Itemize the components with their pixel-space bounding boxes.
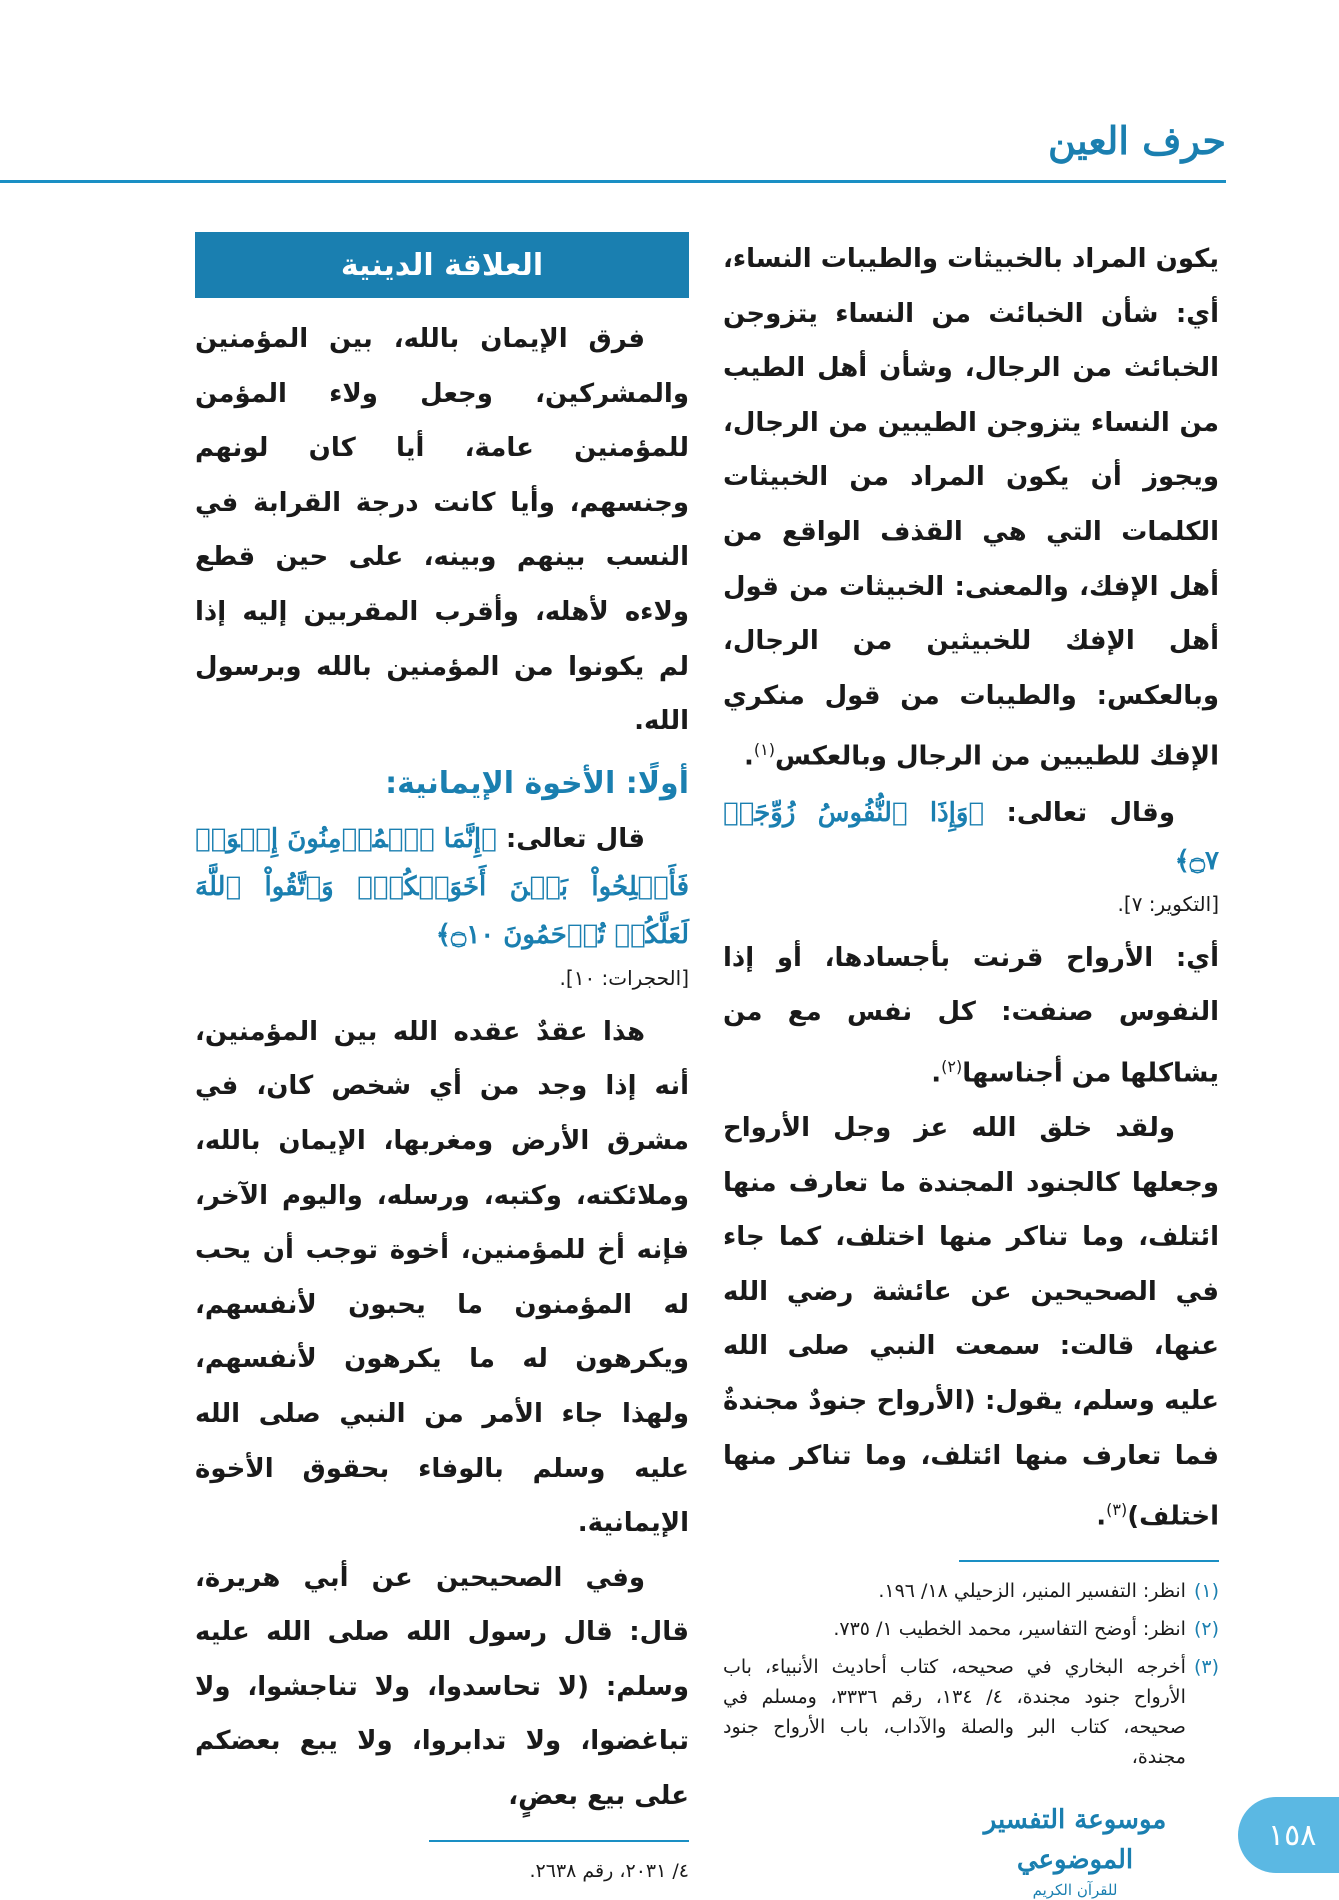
footnote — [723, 1614, 1219, 1644]
section-title-box — [195, 232, 689, 298]
verse-reference: [التكوير: ٧]. — [1117, 891, 1219, 916]
quran-verse-line — [195, 815, 689, 959]
encyclopedia-logo — [930, 1800, 1220, 1899]
verse-reference: [الحجرات: ١٠]. — [559, 965, 689, 990]
footnote-divider — [959, 1560, 1219, 1562]
paragraph-text: ولقد خلق الله عز وجل الأرواح وجعلها كالجنود المجندة ما تعارف منها ائتلف، وما تناكر منها اختلف، كما جاء في الصحيحين عن عائشة رضي الله عنها، قالت: سمعت النبي صلى الله عليه وسلم، يقول: (الأرواح جنودٌ مجندةٌ فما تعارف منها ائتلف، وما تناكر منها اختلف) — [723, 1113, 1219, 1532]
footnote-text: ٤/ ٢٠٣١، رقم ٢٦٣٨. — [529, 1859, 689, 1882]
logo-title: موسوعة التفسير الموضوعي — [983, 1805, 1167, 1875]
logo-subtitle: للقرآن الكريم — [1032, 1881, 1118, 1899]
header-divider — [0, 180, 1226, 183]
paragraph: ولقد خلق الله عز وجل الأرواح وجعلها كالجنود المجندة ما تعارف منها ائتلف، وما تناكر منها اختلف، كما جاء في الصحيحين عن عائشة رضي الله عنها، قالت: سمعت النبي صلى الله عليه وسلم، يقول: (الأرواح جنودٌ مجندةٌ فما تعارف منها ائتلف، وما تناكر منها اختلف)$^{(٣)}$. — [723, 1113, 1219, 1532]
footnote-continuation — [195, 1856, 689, 1886]
paragraph: وفي الصحيحين عن أبي هريرة، قال: قال رسول الله صلى الله عليه وسلم: (لا تحاسدوا، ولا تناجشوا، ولا تباغضوا، ولا تدابروا، ولا يبع بعضكم على بيع بعضٍ، — [195, 1562, 689, 1812]
section-title: العلاقة الدينية — [340, 247, 544, 283]
footnote-ref[interactable]: (٢) — [941, 1056, 963, 1076]
paragraph: هذا عقدٌ عقده الله بين المؤمنين، أنه إذا وجد من أي شخص كان، في مشرق الأرض ومغربها، الإيمان بالله، وملائكته، وكتبه، ورسله، واليوم الآخر، فإنه أخ للمؤمنين، أخوة توجب أن يحب له المؤمنون ما يحبون لأنفسهم، ويكرهون له ما يكرهون لأنفسهم، ولهذا جاء الأمر من النبي صلى الله عليه وسلم بالوفاء بحقوق الأخوة الإيمانية. — [195, 1016, 689, 1539]
footnote-ref[interactable]: (١) — [753, 740, 775, 760]
quran-verse: ﴿وَإِذَا ٱلنُّفُوسُ زُوِّجَتۡ ۝٧﴾ — [723, 797, 1219, 876]
quran-verse: ﴿إِنَّمَا ٱلۡمُؤۡمِنُونَ إِخۡوَةٞ فَأَصۡلِحُواْ بَيۡنَ أَخَوَيۡكُمۡۚ وَٱتَّقُواْ ٱللَّهَ لَعَلَّكُمۡ تُرۡحَمُونَ ۝١٠﴾ — [195, 823, 689, 950]
paragraph: فرق الإيمان بالله، بين المؤمنين والمشركين، وجعل ولاء المؤمن للمؤمنين عامة، أيا كان لونهم وجنسهم، وأيا كانت درجة القرابة في النسب بينهم وبينه، على حين قطع ولاءه لأهله، وأقرب المقربين إليه إذا لم يكونوا من المؤمنين بالله وبرسول الله. — [195, 324, 689, 737]
right-column — [723, 232, 1219, 1780]
paragraph-text: أي: الأرواح قرنت بأجسادها، أو إذا النفوس صنفت: كل نفس مع من يشاكلها من أجناسها — [723, 942, 1219, 1089]
chapter-title: حرف العين — [1048, 118, 1226, 163]
footnote — [723, 1652, 1219, 1772]
footnote-text: انظر: أوضح التفاسير، محمد الخطيب ١/ ٧٣٥. — [833, 1618, 1186, 1641]
footnote — [723, 1576, 1219, 1606]
verse-intro: وقال تعالى: — [1006, 797, 1175, 828]
footnote-divider — [429, 1840, 689, 1842]
quran-verse-line — [723, 789, 1219, 885]
footnote-number: (٢) — [1193, 1618, 1219, 1641]
subheading: أولًا: الأخوة الإيمانية: — [385, 765, 689, 801]
footnote-ref[interactable]: (٣) — [1106, 1500, 1128, 1520]
page-number-badge — [1238, 1797, 1339, 1873]
paragraph: يكون المراد بالخبيثات والطيبات النساء، أي: شأن الخبائث من النساء يتزوجن الخبائث من الرجال، وشأن أهل الطيب من النساء يتزوجن الطيبين من الرجال، ويجوز أن يكون المراد من الخبيثات الكلمات التي هي القذف الواقع من أهل الإفك، والمعنى: الخبيثات من قول أهل الإفك للخبيثين من الرجال، وبالعكس: والطيبات من قول منكري الإفك للطيبين من الرجال وبالعكس$^{(١)}$. — [723, 244, 1219, 772]
footnote-number: (١) — [1193, 1580, 1219, 1603]
footnote-text: أخرجه البخاري في صحيحه، كتاب أحاديث الأنبياء، باب الأرواح جنود مجندة، ٤/ ١٣٤، رقم ٣٣٣٦، ومسلم في صحيحه، كتاب البر والصلة والآداب، باب الأرواح جنود مجندة، — [723, 1656, 1186, 1769]
paragraph: أي: الأرواح قرنت بأجسادها، أو إذا النفوس صنفت: كل نفس مع من يشاكلها من أجناسها$^{(٢)}$. — [723, 942, 1219, 1089]
page-number: ١٥٨ — [1268, 1817, 1317, 1853]
left-column — [195, 232, 689, 1894]
footnote-text: انظر: التفسير المنير، الزحيلي ١٨/ ١٩٦. — [878, 1580, 1186, 1603]
paragraph-text: يكون المراد بالخبيثات والطيبات النساء، أي: شأن الخبائث من النساء يتزوجن الخبائث من الرجال، وشأن أهل الطيب من النساء يتزوجن الطيبين من الرجال، ويجوز أن يكون المراد من الخبيثات الكلمات التي هي القذف الواقع من أهل الإفك، والمعنى: الخبيثات من قول أهل الإفك للخبيثين من الرجال، وبالعكس: والطيبات من قول منكري الإفك للطيبين من الرجال وبالعكس — [723, 244, 1219, 772]
verse-intro: قال تعالى: — [505, 823, 645, 854]
footnote-number: (٣) — [1193, 1656, 1219, 1679]
